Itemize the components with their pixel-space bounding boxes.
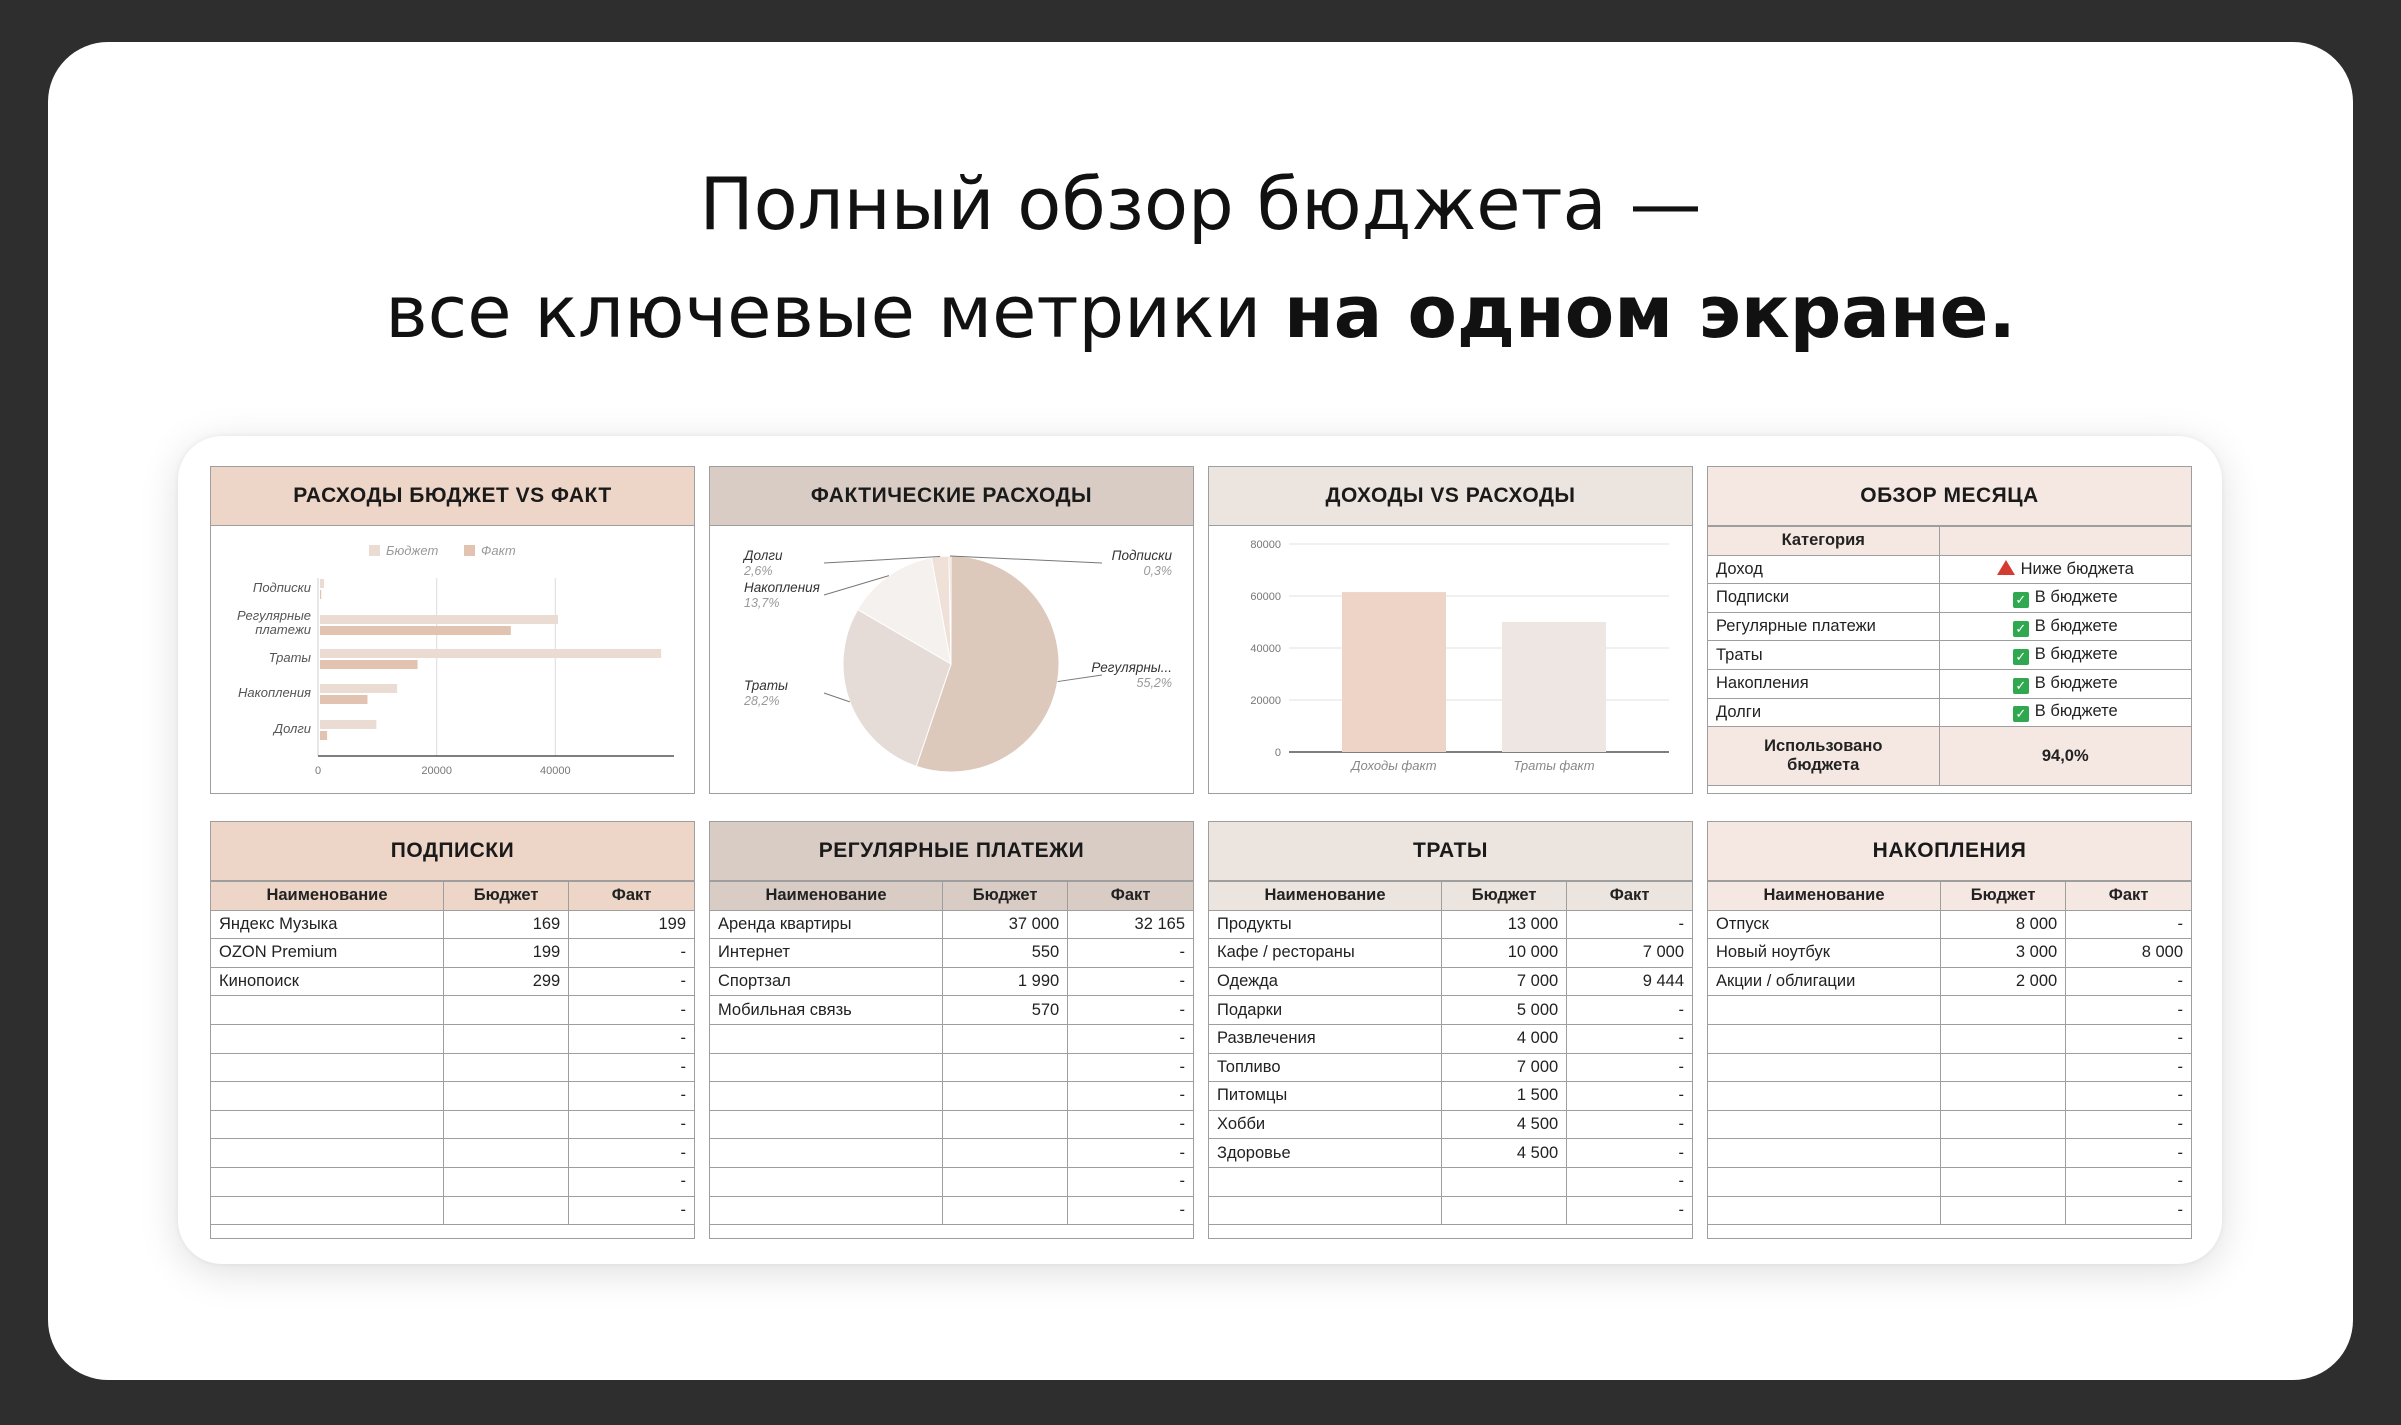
fact-cell: -	[1567, 1024, 1692, 1053]
column-header: Факт	[2066, 882, 2191, 911]
category-label: Накопления	[237, 685, 311, 700]
table-row	[710, 1110, 1193, 1139]
table-row	[710, 1196, 1193, 1225]
fact-cell: -	[1567, 1110, 1692, 1139]
table-row	[710, 1024, 1193, 1053]
item-name-cell	[710, 1024, 942, 1053]
table-row	[211, 967, 694, 996]
status-text: В бюджете	[2034, 702, 2118, 721]
bar-budget	[320, 579, 324, 588]
item-name-cell: Одежда	[1209, 967, 1441, 996]
x-tick-label: 20000	[421, 765, 452, 777]
y-tick-label: 0	[1274, 747, 1281, 759]
panel-title: РАСХОДЫ БЮДЖЕТ VS ФАКТ	[211, 467, 694, 526]
fact-cell: -	[2066, 1053, 2191, 1082]
legend-swatch-fact	[464, 545, 475, 556]
budget-cell	[443, 1082, 568, 1111]
budget-cell	[1441, 1167, 1566, 1196]
overview-row	[1708, 555, 2191, 584]
fact-cell: -	[1068, 1053, 1193, 1082]
table-row	[1209, 910, 1692, 939]
panel-title: ПОДПИСКИ	[211, 822, 694, 881]
table-row	[1708, 967, 2191, 996]
overview-status	[1939, 555, 2191, 584]
item-name-cell	[710, 1139, 942, 1168]
fact-cell: -	[2066, 996, 2191, 1025]
fact-cell: -	[2066, 1024, 2191, 1053]
table-row	[710, 1082, 1193, 1111]
y-tick-label: 60000	[1250, 591, 1281, 603]
column-header: Наименование	[1708, 882, 1940, 911]
fact-cell: -	[1567, 1167, 1692, 1196]
budget-cell: 169	[443, 910, 568, 939]
table-row	[211, 1196, 694, 1225]
pie-value-label: 13,7%	[744, 596, 780, 610]
item-name-cell: Кафе / рестораны	[1209, 939, 1441, 968]
budget-cell	[942, 1082, 1067, 1111]
budget-cell	[942, 1110, 1067, 1139]
item-name-cell	[710, 1053, 942, 1082]
fact-cell: -	[1567, 1082, 1692, 1111]
item-name-cell: Подарки	[1209, 996, 1441, 1025]
table-row	[1708, 1110, 2191, 1139]
subscriptions-table-panel	[210, 821, 695, 1239]
table-row	[211, 939, 694, 968]
item-name-cell	[1708, 996, 1940, 1025]
fact-cell: -	[569, 967, 694, 996]
check-icon: ✓	[2013, 678, 2029, 694]
item-name-cell	[710, 1110, 942, 1139]
item-name-cell: Яндекс Музыка	[211, 910, 443, 939]
check-icon: ✓	[2013, 706, 2029, 722]
budget-cell	[1940, 1110, 2065, 1139]
budget-cell: 1 500	[1441, 1082, 1566, 1111]
budget-cell	[1940, 996, 2065, 1025]
budget-cell	[443, 1110, 568, 1139]
item-name-cell	[710, 1082, 942, 1111]
budget-cell: 10 000	[1441, 939, 1566, 968]
overview-status	[1939, 612, 2191, 641]
category-label: Траты	[268, 650, 311, 665]
item-name-cell	[211, 1110, 443, 1139]
headline-line-2-bold: на одном экране.	[1284, 270, 2016, 354]
pie-leader-line	[1058, 675, 1102, 682]
item-name-cell: Спортзал	[710, 967, 942, 996]
bar-budget	[320, 649, 661, 658]
bar-budget	[320, 615, 558, 624]
budget-cell	[1940, 1082, 2065, 1111]
column-header: Наименование	[211, 882, 443, 911]
item-name-cell	[1708, 1196, 1940, 1225]
budget-cell	[443, 1024, 568, 1053]
fact-cell: -	[569, 939, 694, 968]
fact-cell: -	[1068, 939, 1193, 968]
actual-expenses-pie-chart	[710, 526, 1192, 792]
column-header: Наименование	[1209, 882, 1441, 911]
budget-cell	[443, 996, 568, 1025]
y-tick-label: 80000	[1250, 539, 1281, 551]
legend-swatch-budget	[369, 545, 380, 556]
table-row	[710, 1053, 1193, 1082]
fact-cell: -	[1567, 1196, 1692, 1225]
item-name-cell	[211, 1024, 443, 1053]
table-row	[1209, 1110, 1692, 1139]
item-name-cell: Новый ноутбук	[1708, 939, 1940, 968]
legend-label-budget: Бюджет	[386, 543, 439, 558]
table-row	[1209, 1167, 1692, 1196]
fact-cell: -	[2066, 1139, 2191, 1168]
pie-value-label: 0,3%	[1143, 564, 1172, 578]
item-name-cell	[1708, 1139, 1940, 1168]
fact-cell: -	[2066, 967, 2191, 996]
data-table	[710, 881, 1193, 1225]
column-header: Факт	[1567, 882, 1692, 911]
item-name-cell: Отпуск	[1708, 910, 1940, 939]
budget-cell	[1940, 1024, 2065, 1053]
table-row	[1209, 939, 1692, 968]
panel-title: НАКОПЛЕНИЯ	[1708, 822, 2191, 881]
pie-label: Долги	[744, 548, 783, 563]
category-label: Долги	[273, 721, 311, 736]
fact-cell: -	[1068, 1024, 1193, 1053]
budget-cell: 37 000	[942, 910, 1067, 939]
headline	[0, 150, 2401, 366]
budget-cell: 7 000	[1441, 967, 1566, 996]
fact-cell: 32 165	[1068, 910, 1193, 939]
bar-fact	[320, 590, 321, 599]
fact-cell: 199	[569, 910, 694, 939]
bar	[1342, 592, 1446, 752]
table-row	[211, 1110, 694, 1139]
status-text: В бюджете	[2034, 645, 2118, 664]
table-row	[1209, 1024, 1692, 1053]
item-name-cell	[1209, 1167, 1441, 1196]
expenses-bar-chart	[211, 526, 693, 792]
fact-cell: -	[1567, 910, 1692, 939]
table-row	[710, 967, 1193, 996]
fact-cell: -	[569, 1082, 694, 1111]
table-row	[1209, 1082, 1692, 1111]
category-label: Подписки	[252, 580, 311, 595]
budget-cell: 8 000	[1940, 910, 2065, 939]
overview-row	[1708, 612, 2191, 641]
table-row	[1708, 910, 2191, 939]
status-text: В бюджете	[2034, 616, 2118, 635]
fact-cell: -	[1068, 1110, 1193, 1139]
check-icon: ✓	[2013, 649, 2029, 665]
pie-leader-line	[824, 693, 850, 702]
table-row	[1708, 1082, 2191, 1111]
expenses-budget-vs-fact-panel	[210, 466, 695, 794]
overview-row	[1708, 698, 2191, 727]
fact-cell: -	[1068, 967, 1193, 996]
fact-cell: -	[1068, 1139, 1193, 1168]
budget-cell: 5 000	[1441, 996, 1566, 1025]
table-row	[1708, 1053, 2191, 1082]
fact-cell: -	[2066, 1196, 2191, 1225]
table-row	[1708, 1139, 2191, 1168]
bar	[1502, 622, 1606, 752]
regular-payments-table-panel	[709, 821, 1194, 1239]
item-name-cell: Здоровье	[1209, 1139, 1441, 1168]
fact-cell: -	[569, 1053, 694, 1082]
category-label: Регулярные	[237, 608, 311, 623]
budget-used-label: Использовано бюджета	[1708, 727, 1939, 786]
overview-category: Доход	[1708, 555, 1939, 584]
status-text: В бюджете	[2034, 673, 2118, 692]
pie-label: Траты	[744, 678, 788, 693]
pie-label: Накопления	[744, 580, 820, 595]
bar-fact	[320, 695, 367, 704]
column-header: Бюджет	[443, 882, 568, 911]
pie-value-label: 55,2%	[1136, 676, 1172, 690]
budget-cell: 7 000	[1441, 1053, 1566, 1082]
column-header: Бюджет	[1441, 882, 1566, 911]
fact-cell: -	[569, 1139, 694, 1168]
fact-cell: -	[1567, 1139, 1692, 1168]
category-label: платежи	[255, 622, 311, 637]
fact-cell: -	[569, 1024, 694, 1053]
x-category-label: Траты факт	[1513, 758, 1595, 773]
panel-title: РЕГУЛЯРНЫЕ ПЛАТЕЖИ	[710, 822, 1193, 881]
headline-line-1: Полный обзор бюджета —	[699, 162, 1702, 246]
table-row	[1209, 996, 1692, 1025]
category-header: Категория	[1708, 527, 1939, 556]
table-row	[710, 910, 1193, 939]
income-vs-expenses-bar-chart	[1209, 526, 1691, 792]
item-name-cell	[1708, 1053, 1940, 1082]
table-row	[1708, 1167, 2191, 1196]
fact-cell: -	[2066, 1110, 2191, 1139]
fact-cell: -	[1068, 1167, 1193, 1196]
table-row	[710, 996, 1193, 1025]
budget-cell: 4 500	[1441, 1139, 1566, 1168]
budget-cell	[443, 1139, 568, 1168]
fact-cell: 8 000	[2066, 939, 2191, 968]
month-overview-table	[1708, 526, 2191, 786]
budget-cell: 299	[443, 967, 568, 996]
fact-cell: -	[1068, 996, 1193, 1025]
item-name-cell	[1708, 1024, 1940, 1053]
x-tick-label: 40000	[540, 765, 571, 777]
status-text: В бюджете	[2034, 587, 2118, 606]
overview-category: Регулярные платежи	[1708, 612, 1939, 641]
table-row	[710, 1167, 1193, 1196]
overview-category: Траты	[1708, 641, 1939, 670]
item-name-cell: Интернет	[710, 939, 942, 968]
item-name-cell	[211, 1053, 443, 1082]
item-name-cell: Топливо	[1209, 1053, 1441, 1082]
table-row	[211, 996, 694, 1025]
fact-cell: 9 444	[1567, 967, 1692, 996]
column-header: Бюджет	[1940, 882, 2065, 911]
fact-cell: -	[569, 1167, 694, 1196]
table-row	[211, 1024, 694, 1053]
table-row	[710, 1139, 1193, 1168]
budget-cell	[942, 1196, 1067, 1225]
panel-title: ОБЗОР МЕСЯЦА	[1708, 467, 2191, 526]
overview-status	[1939, 669, 2191, 698]
pie-value-label: 2,6%	[744, 564, 773, 578]
item-name-cell	[1209, 1196, 1441, 1225]
table-row	[1209, 1196, 1692, 1225]
x-tick-label: 0	[314, 765, 322, 777]
item-name-cell: OZON Premium	[211, 939, 443, 968]
headline-line-2	[0, 258, 2401, 366]
table-row	[1708, 939, 2191, 968]
item-name-cell	[211, 1196, 443, 1225]
item-name-cell: Акции / облигации	[1708, 967, 1940, 996]
overview-row	[1708, 584, 2191, 613]
overview-status	[1939, 641, 2191, 670]
bar-fact	[320, 660, 418, 669]
data-table	[1209, 881, 1692, 1225]
y-tick-label: 40000	[1250, 643, 1281, 655]
income-vs-expenses-panel	[1208, 466, 1693, 794]
budget-cell: 570	[942, 996, 1067, 1025]
panel-title: ДОХОДЫ VS РАСХОДЫ	[1209, 467, 1692, 526]
fact-cell: -	[569, 996, 694, 1025]
budget-cell: 13 000	[1441, 910, 1566, 939]
budget-cell	[443, 1196, 568, 1225]
fact-cell: -	[2066, 910, 2191, 939]
fact-cell: -	[1068, 1196, 1193, 1225]
budget-cell	[942, 1053, 1067, 1082]
month-overview-panel	[1707, 466, 2192, 794]
table-row	[1209, 1053, 1692, 1082]
item-name-cell: Аренда квартиры	[710, 910, 942, 939]
overview-row	[1708, 641, 2191, 670]
budget-cell	[942, 1139, 1067, 1168]
item-name-cell: Кинопоиск	[211, 967, 443, 996]
fact-cell: -	[2066, 1082, 2191, 1111]
table-row	[211, 1053, 694, 1082]
table-row	[211, 910, 694, 939]
actual-expenses-panel	[709, 466, 1194, 794]
table-row	[710, 939, 1193, 968]
fact-cell: -	[569, 1110, 694, 1139]
column-header: Факт	[569, 882, 694, 911]
item-name-cell: Мобильная связь	[710, 996, 942, 1025]
data-table	[211, 881, 694, 1225]
table-row	[1209, 1139, 1692, 1168]
expenses-table-panel	[1208, 821, 1693, 1239]
item-name-cell	[1708, 1167, 1940, 1196]
panel-title: ФАКТИЧЕСКИЕ РАСХОДЫ	[710, 467, 1193, 526]
panel-title: ТРАТЫ	[1209, 822, 1692, 881]
fact-cell: -	[1567, 1053, 1692, 1082]
bar-budget	[320, 720, 376, 729]
y-tick-label: 20000	[1250, 695, 1281, 707]
warning-icon	[1997, 560, 2015, 575]
budget-cell: 1 990	[942, 967, 1067, 996]
budget-cell: 4 000	[1441, 1024, 1566, 1053]
table-row	[1708, 1196, 2191, 1225]
budget-cell	[1940, 1196, 2065, 1225]
savings-table-panel	[1707, 821, 2192, 1239]
fact-cell: 7 000	[1567, 939, 1692, 968]
overview-category: Накопления	[1708, 669, 1939, 698]
table-row	[1209, 967, 1692, 996]
fact-cell: -	[2066, 1167, 2191, 1196]
pie-label: Регулярны...	[1091, 660, 1172, 675]
budget-cell: 4 500	[1441, 1110, 1566, 1139]
table-row	[211, 1139, 694, 1168]
budget-cell	[1940, 1139, 2065, 1168]
table-row	[1708, 1024, 2191, 1053]
item-name-cell	[211, 1139, 443, 1168]
table-row	[211, 1167, 694, 1196]
fact-cell: -	[569, 1196, 694, 1225]
budget-cell	[942, 1024, 1067, 1053]
fact-cell: -	[1068, 1082, 1193, 1111]
item-name-cell: Питомцы	[1209, 1082, 1441, 1111]
bar-budget	[320, 684, 397, 693]
budget-cell	[1940, 1053, 2065, 1082]
budget-cell	[1441, 1196, 1566, 1225]
budget-cell: 199	[443, 939, 568, 968]
pie-value-label: 28,2%	[744, 694, 780, 708]
budget-cell	[1940, 1167, 2065, 1196]
status-header	[1939, 527, 2191, 556]
item-name-cell	[710, 1196, 942, 1225]
check-icon: ✓	[2013, 592, 2029, 608]
overview-category: Подписки	[1708, 584, 1939, 613]
overview-row	[1708, 669, 2191, 698]
budget-cell: 3 000	[1940, 939, 2065, 968]
check-icon: ✓	[2013, 621, 2029, 637]
item-name-cell: Развлечения	[1209, 1024, 1441, 1053]
overview-status	[1939, 584, 2191, 613]
item-name-cell	[710, 1167, 942, 1196]
headline-line-2-regular: все ключевые метрики	[385, 270, 1285, 354]
budget-cell	[443, 1053, 568, 1082]
item-name-cell: Продукты	[1209, 910, 1441, 939]
item-name-cell	[1708, 1082, 1940, 1111]
overview-status	[1939, 698, 2191, 727]
budget-cell: 2 000	[1940, 967, 2065, 996]
item-name-cell	[211, 1167, 443, 1196]
pie-label: Подписки	[1111, 548, 1172, 563]
item-name-cell	[211, 1082, 443, 1111]
dashboard-screenshot	[178, 436, 2222, 1264]
table-row	[1708, 996, 2191, 1025]
column-header: Бюджет	[942, 882, 1067, 911]
budget-used-value: 94,0%	[1939, 727, 2191, 786]
bar-fact	[320, 731, 327, 740]
budget-cell	[942, 1167, 1067, 1196]
bar-fact	[320, 626, 511, 635]
item-name-cell	[211, 996, 443, 1025]
budget-cell	[443, 1167, 568, 1196]
legend-label-fact: Факт	[481, 543, 516, 558]
table-row	[211, 1082, 694, 1111]
item-name-cell	[1708, 1110, 1940, 1139]
data-table	[1708, 881, 2191, 1225]
overview-category: Долги	[1708, 698, 1939, 727]
column-header: Факт	[1068, 882, 1193, 911]
budget-cell: 550	[942, 939, 1067, 968]
x-category-label: Доходы факт	[1351, 758, 1437, 773]
fact-cell: -	[1567, 996, 1692, 1025]
item-name-cell: Хобби	[1209, 1110, 1441, 1139]
status-text: Ниже бюджета	[2020, 559, 2134, 578]
column-header: Наименование	[710, 882, 942, 911]
